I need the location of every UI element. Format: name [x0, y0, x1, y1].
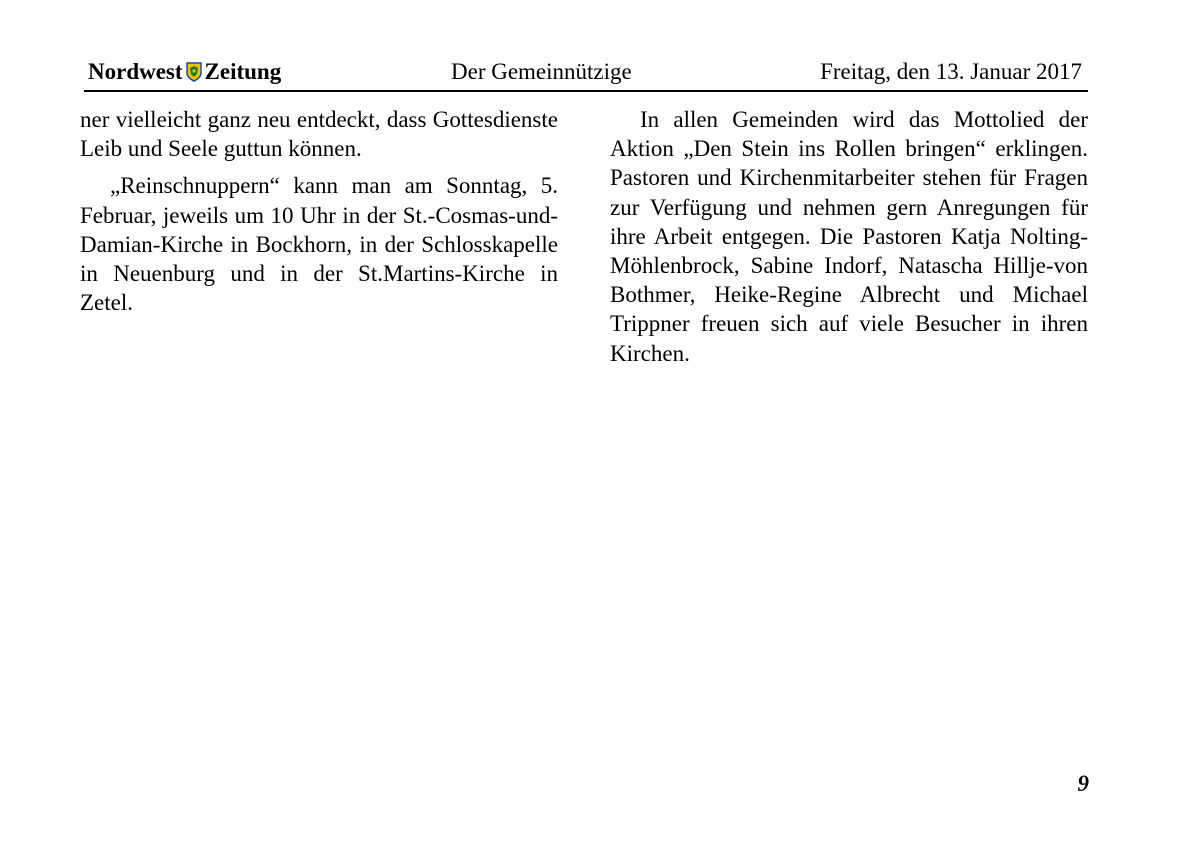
article-column-left [80, 105, 558, 317]
issue-date: Freitag, den 13. Januar 2017 [820, 59, 1082, 84]
page-header [84, 58, 1088, 92]
masthead-name-part2: Zeitung [204, 59, 282, 84]
article-paragraph: In allen Gemeinden wird das Mottolied der Aktion „Den Stein ins Rollen bringen“ erklingen. Pastoren und Kirchenmitarbeiter stehen für Fragen zur Verfügung und nehmen gern Anregungen für ihre Arbeit entgegen. Die Pastoren Katja Nolting-Möhlenbrock, Sabine Indorf, Natascha Hillje-von Bothmer, Heike-Regine Albrecht und Michael Trippner freuen sich auf viele Besucher in ihren Kirchen. [610, 107, 1088, 366]
section-title: Der Gemeinnützige [451, 59, 632, 84]
newspaper-masthead [88, 58, 281, 86]
article-column-right [610, 105, 1088, 368]
article-paragraph: ner vielleicht ganz neu entdeckt, dass Gottesdienste Leib und Seele guttun können. [80, 107, 558, 162]
masthead-name-part1: Nordwest [88, 59, 183, 84]
article-paragraph: „Reinschnuppern“ kann man am Sonntag, 5. Februar, jeweils um 10 Uhr in der St.-Cosmas-und-Damian-Kirche in Bockhorn, in der Schlosskapelle in Neuenburg und in der St.Martins-Kirche in Zetel. [80, 173, 558, 316]
page-number: 9 [1077, 771, 1089, 796]
coat-of-arms-icon [186, 62, 202, 82]
